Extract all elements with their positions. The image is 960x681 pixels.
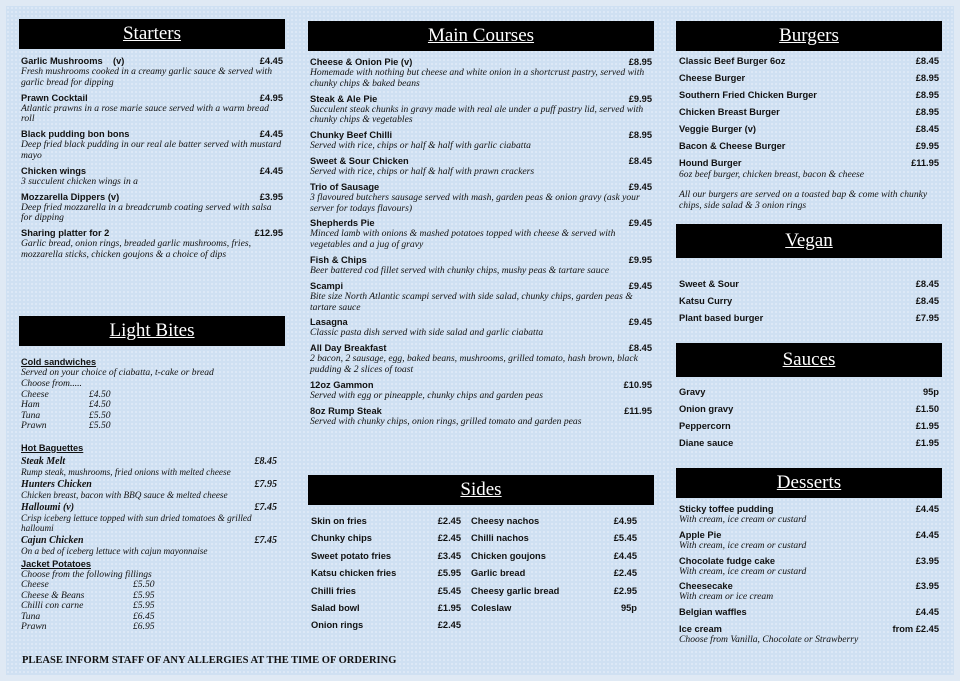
item-desc: Served with rice, chips or half & half with garlic ciabatta — [310, 140, 531, 152]
menu-item: Gravy 95p — [679, 387, 939, 397]
item-desc: Atlantic prawns in a rose marie sauce served with a warm bread roll — [21, 102, 269, 125]
menu-item: Fish & Chips £9.95 — [310, 254, 652, 265]
menu-item: Ice cream from £2.45 — [679, 624, 939, 635]
item-desc: Minced lamb with onions & mashed potatoes topped with cheese & served with vegetables and a jug of gravy — [310, 228, 616, 251]
menu-item: Chunky Beef Chilli £8.95 — [310, 130, 652, 141]
subheading: Hot Baguettes — [21, 442, 84, 453]
item-desc: Bite size North Atlantic scampi served with side salad, chunky chips, garden peas & tartare sauce — [310, 290, 633, 313]
menu-item: Onion gravy £1.50 — [679, 404, 939, 414]
menu-item: All Day Breakfast £8.45 — [310, 343, 652, 354]
menu-item: Plant based burger £7.95 — [679, 313, 939, 323]
item-desc: Chicken breast, bacon with BBQ sauce & melted cheese — [21, 489, 228, 500]
filling-row: Prawn £6.95 — [21, 621, 155, 633]
menu-item: Bacon & Cheese Burger £9.95 — [679, 141, 939, 151]
menu-item: Halloumi (v) £7.45 — [21, 501, 277, 513]
left-column — [19, 6, 285, 633]
sides-list — [311, 513, 637, 635]
menu-item: Chocolate fudge cake £3.95 — [679, 555, 939, 566]
side-row: Katsu chicken fries £5.95 Garlic bread £2.45 — [311, 568, 637, 579]
menu-item: 8oz Rump Steak £11.95 — [310, 405, 652, 416]
menu-item: Prawn Cocktail £4.95 — [21, 92, 283, 103]
burgers-note: All our burgers are served on a toasted bap & come with chunky chips, side salad & 3 onion rings — [679, 188, 928, 211]
item-desc: 6oz beef burger, chicken breast, bacon & cheese — [679, 169, 864, 180]
menu-item: Garlic Mushrooms (v) £4.45 — [21, 56, 283, 66]
menu-item: Hound Burger £11.95 — [679, 158, 939, 168]
main-courses-header: Main Courses — [308, 21, 654, 51]
menu-item: Steak Melt £8.45 — [21, 455, 277, 467]
vegan-header: Vegan — [676, 224, 942, 258]
menu-item: Sticky toffee pudding £4.45 — [679, 504, 939, 514]
vegan-list — [679, 276, 939, 327]
menu-item: Steak & Ale Pie £9.95 — [310, 93, 652, 104]
item-desc: Choose from Vanilla, Chocolate or Strawberry — [679, 634, 859, 646]
item-desc: With cream or ice cream — [679, 591, 774, 603]
item-desc: Garlic bread, onion rings, breaded garlic mushrooms, fries, mozzarella sticks, chicken goujons & a choice of dips — [21, 238, 251, 260]
filling-row: Cheese £4.50 — [21, 388, 111, 400]
item-desc: Choose from..... — [21, 377, 82, 389]
menu-item: 12oz Gammon £10.95 — [310, 379, 652, 390]
menu-item: Cheese & Onion Pie (v) £8.95 — [310, 57, 652, 67]
item-desc: Homemade with nothing but cheese and white onion in a shortcrust pastry, served with chunky chips & baked beans — [310, 67, 645, 89]
burgers-header: Burgers — [676, 21, 942, 51]
filling-row: Cheese £5.50 — [21, 579, 155, 591]
menu-item: Diane sauce £1.95 — [679, 438, 939, 448]
sauces-list — [679, 384, 939, 452]
menu-item: Cheese Burger £8.95 — [679, 73, 939, 83]
filling-row: Cheese & Beans £5.95 — [21, 589, 155, 601]
menu-item: Cheesecake £3.95 — [679, 581, 939, 592]
menu-item: Sharing platter for 2 £12.95 — [21, 228, 283, 239]
item-desc: Deep fried mozzarella in a breadcrumb coating served with salsa for dipping — [21, 201, 272, 224]
filling-row: Chilli con carne £5.95 — [21, 600, 155, 612]
subheading: Cold sandwiches — [21, 357, 97, 367]
item-desc: Served with rice, chips or half & half with prawn crackers — [310, 165, 535, 177]
menu-item: Classic Beef Burger 6oz £8.45 — [679, 56, 939, 66]
sides-header: Sides — [308, 475, 654, 505]
subheading: Jacket Potatoes — [21, 558, 91, 569]
menu-item: Katsu Curry £8.45 — [679, 296, 939, 306]
allergy-notice: PLEASE INFORM STAFF OF ANY ALLERGIES AT THE TIME OF ORDERING — [22, 655, 397, 666]
light-bites-list — [21, 348, 283, 633]
filling-row: Prawn £5.50 — [21, 420, 111, 432]
item-desc: Served with chunky chips, onion rings, grilled tomato and garden peas — [310, 415, 582, 427]
menu-item: Cajun Chicken £7.45 — [21, 534, 277, 546]
desserts-header: Desserts — [676, 468, 942, 498]
menu-item: Trio of Sausage £9.45 — [310, 181, 652, 192]
item-desc: 3 flavoured butchers sausage served with mash, garden peas & onion gravy (ask your server for todays flavours) — [310, 191, 640, 214]
side-row: Onion rings £2.45 — [311, 620, 461, 631]
item-desc: 2 bacon, 2 sausage, egg, baked beans, mushrooms, grilled tomato, hash brown, black pudding & 2 slices of toast — [310, 353, 638, 375]
menu-page — [6, 6, 954, 675]
menu-item: Sweet & Sour Chicken £8.45 — [310, 155, 652, 166]
item-desc: Fresh mushrooms cooked in a creamy garlic sauce & served with garlic bread for dipping — [21, 66, 272, 88]
side-row: Chunky chips £2.45 Chilli nachos £5.45 — [311, 533, 637, 544]
menu-item: Lasagna £9.45 — [310, 317, 652, 328]
menu-item: Sweet & Sour £8.45 — [679, 279, 939, 289]
starters-list — [19, 49, 285, 261]
menu-item: Mozzarella Dippers (v) £3.95 — [21, 191, 283, 202]
item-desc: With cream, ice cream or custard — [679, 514, 807, 525]
item-desc: Succulent steak chunks in gravy made with real ale under a puff pastry lid, served with chunky chips & vegetables — [310, 103, 644, 126]
item-desc: Rump steak, mushrooms, fried onions with melted cheese — [21, 466, 231, 477]
item-desc: Deep fried black pudding in our real ale batter served with mustard mayo — [21, 139, 282, 161]
side-row: Sweet potato fries £3.45 Chicken goujons £4.45 — [311, 550, 637, 561]
menu-item: Apple Pie £4.45 — [679, 529, 939, 540]
item-desc: Served with egg or pineapple, chunky chips and garden peas — [310, 389, 544, 401]
menu-item: Shepherds Pie £9.45 — [310, 218, 652, 229]
menu-item: Hunters Chicken £7.95 — [21, 478, 277, 490]
menu-item: Belgian waffles £4.45 — [679, 607, 939, 618]
item-desc: Served on your choice of ciabatta, t-cake or bread — [21, 367, 214, 378]
item-desc: 3 succulent chicken wings in a — [21, 175, 138, 187]
item-desc: Classic pasta dish served with side salad and garlic ciabatta — [310, 327, 544, 339]
menu-item: Veggie Burger (v) £8.45 — [679, 124, 939, 134]
sauces-header: Sauces — [676, 343, 942, 377]
filling-row: Tuna £6.45 — [21, 610, 155, 622]
desserts-list — [679, 500, 939, 646]
item-desc: Choose from the following fillings — [21, 568, 152, 580]
menu-item: Chicken wings £4.45 — [21, 165, 283, 176]
item-desc: On a bed of iceberg lettuce with cajun mayonnaise — [21, 545, 208, 556]
item-desc: Beer battered cod fillet served with chunky chips, mushy peas & tartare sauce — [310, 264, 610, 276]
item-desc: With cream, ice cream or custard — [679, 565, 807, 577]
side-row: Salad bowl £1.95 Coleslaw 95p — [311, 602, 637, 613]
filling-row: Ham £4.50 — [21, 399, 111, 411]
filling-row: Tuna £5.50 — [21, 409, 111, 421]
starters-header: Starters — [19, 19, 285, 49]
light-bites-header: Light Bites — [19, 316, 285, 346]
menu-item: Scampi £9.45 — [310, 280, 652, 291]
item-desc: With cream, ice cream or custard — [679, 539, 807, 551]
menu-item: Chicken Breast Burger £8.95 — [679, 107, 939, 117]
item-desc: Crisp iceberg lettuce topped with sun dried tomatoes & grilled halloumi — [21, 512, 252, 533]
burgers-list — [679, 53, 939, 211]
menu-item: Peppercorn £1.95 — [679, 421, 939, 431]
side-row: Skin on fries £2.45 Cheesy nachos £4.95 — [311, 516, 637, 526]
menu-item: Southern Fried Chicken Burger £8.95 — [679, 90, 939, 100]
menu-item: Black pudding bon bons £4.45 — [21, 129, 283, 140]
middle-column — [308, 6, 654, 631]
side-row: Chilli fries £5.45 Cheesy garlic bread £2.95 — [311, 585, 637, 596]
main-courses-list — [308, 51, 654, 427]
